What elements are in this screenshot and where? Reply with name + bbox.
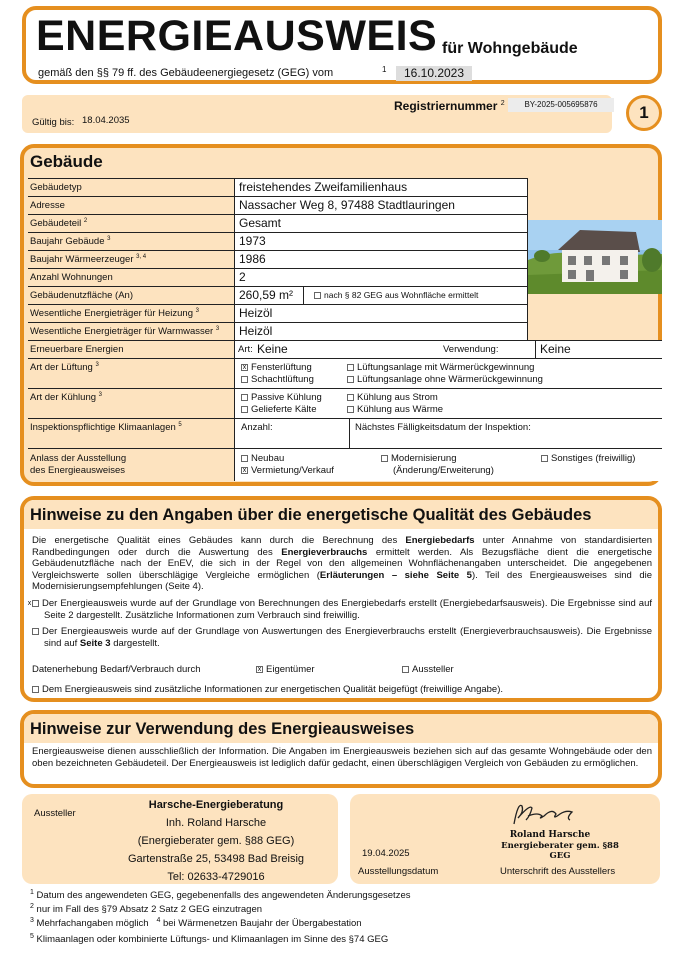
- intro-explanations: Erläuterungen – siehe Seite 5: [319, 569, 472, 581]
- checkbox-checked-icon: x: [32, 600, 39, 607]
- building-row: [28, 268, 528, 286]
- building-row-value: Heizöl: [234, 323, 528, 341]
- registration-footnote-ref: 2: [500, 100, 505, 107]
- issuer-owner: Inh. Roland Harsche: [165, 817, 267, 829]
- building-row-label-text: Wesentliche Energieträger für Heizung: [30, 308, 193, 320]
- building-row-label: [30, 290, 133, 301]
- building-row-label-text: Gebäudetyp: [30, 182, 82, 193]
- aircon-label-text: Inspektionspflichtige Klimaanlagen: [30, 422, 176, 434]
- quality-notes-intro: [32, 535, 652, 593]
- cooling-option-passive-text: Passive Kühlung: [251, 392, 322, 403]
- registration-number: BY-2025-005695876: [508, 98, 614, 112]
- building-row-value: Gesamt: [234, 215, 528, 233]
- building-row-label: [30, 182, 82, 193]
- building-row-label-text: Adresse: [30, 200, 65, 211]
- issuer-address: Gartenstraße 25, 53498 Bad Breisig: [127, 853, 305, 865]
- footnote-5-text: Klimaanlagen oder kombinierte Lüftungs- und Klimaanlagen im Sinne des §74 GEG: [36, 934, 389, 946]
- extra-info-option-text: Dem Energieausweis sind zusätzliche Informationen zur energetischen Qualität beigefügt (freiwillige Angabe).: [42, 684, 504, 695]
- building-row-label-text: Baujahr Wärmeerzeuger: [30, 254, 134, 266]
- building-section: [20, 144, 662, 486]
- reason-option-modernization[interactable]: [381, 453, 456, 464]
- checkbox-icon: [32, 686, 39, 693]
- building-row-label: [30, 200, 65, 211]
- footnote-3-4: $^3$ Mehrfachangaben möglich $^4$ bei Wärmenetzen Baujahr der Übergabestation: [30, 917, 362, 930]
- issue-date-label: Ausstellungsdatum: [358, 866, 439, 877]
- building-row-value: 1986: [234, 251, 528, 269]
- renewables-type-value: Keine: [257, 342, 288, 356]
- footnote-3-text: Mehrfachangaben möglich: [36, 918, 149, 930]
- ventilation-option-shaft[interactable]: [241, 374, 314, 385]
- reason-row: [28, 448, 662, 480]
- aircon-footnote-ref: 5: [178, 422, 182, 428]
- checkbox-icon: [241, 455, 248, 462]
- building-row-label: [30, 326, 219, 337]
- intro-part-1: Die energetische Qualität eines Gebäudes kann durch die Berechnung des: [32, 535, 406, 546]
- ventilation-option-window-text: Fensterlüftung: [251, 362, 312, 373]
- building-row-label: [30, 218, 87, 229]
- footnote-1: $^1$ Datum des angewendeten GEG, gegebenenfalls des angewendeten Änderungsgesetzes: [30, 889, 411, 902]
- checkbox-icon: [347, 376, 354, 383]
- reason-label: [30, 453, 126, 477]
- issuer-label: Aussteller: [34, 808, 76, 819]
- checkbox-icon: [347, 406, 354, 413]
- cooling-option-electric[interactable]: [347, 392, 438, 403]
- signature-box: [350, 794, 660, 884]
- checkbox-checked-icon: x: [257, 665, 262, 673]
- building-row-label-text: Wesentliche Energieträger für Warmwasser: [30, 326, 214, 338]
- aircon-values: [234, 419, 662, 449]
- reason-option-rent[interactable]: [241, 465, 334, 476]
- building-row-label-text: Gebäudenutzfläche (An): [30, 290, 133, 301]
- building-row-value: 2: [234, 269, 528, 287]
- ventilation-label-text: Art der Lüftung: [30, 362, 93, 374]
- reason-option-new-text: Neubau: [251, 453, 285, 464]
- building-row-label: [30, 236, 110, 247]
- ventilation-option-recovery-text: Lüftungsanlage mit Wärmerückgewinnung: [357, 362, 535, 373]
- building-row-footnote-ref: 2: [83, 218, 88, 224]
- building-row-footnote-ref: 3: [195, 308, 199, 314]
- aircon-divider: [349, 419, 350, 449]
- cooling-label-text: Art der Kühlung: [30, 392, 97, 404]
- area-calculation-option[interactable]: [304, 287, 528, 305]
- building-row-label-text: Baujahr Gebäude: [30, 236, 105, 248]
- cooling-option-delivered-text: Gelieferte Kälte: [251, 404, 317, 415]
- cooling-option-delivered[interactable]: [241, 404, 316, 415]
- cooling-footnote-ref: 3: [98, 392, 102, 398]
- extra-info-option[interactable]: [32, 684, 503, 696]
- checkbox-icon: [402, 666, 409, 673]
- building-row-value: freistehendes Zweifamilienhaus: [234, 179, 528, 197]
- page-number-badge: 1: [626, 95, 662, 131]
- cooling-label: [30, 392, 102, 403]
- building-row: [28, 178, 528, 196]
- data-collection-label: Datenerhebung Bedarf/Verbrauch durch: [32, 664, 201, 675]
- ventilation-label: [30, 362, 99, 373]
- consumption-option[interactable]: [32, 626, 652, 649]
- building-row-value: 1973: [234, 233, 528, 251]
- stamp-title: Energieberater gem. §88 GEG: [501, 841, 619, 861]
- issue-date: 19.04.2025: [362, 848, 410, 859]
- valid-until-date: 18.04.2035: [82, 115, 130, 126]
- building-row: [28, 304, 528, 322]
- area-calculation-option-text: nach § 82 GEG aus Wohnfläche ermittelt: [324, 290, 479, 300]
- building-row-label-text: Anzahl Wohnungen: [30, 272, 113, 283]
- reason-option-modernization-text: Modernisierung: [391, 453, 457, 464]
- building-row-footnote-ref: 3: [107, 236, 111, 242]
- footnote-5: $^5$ Klimaanlagen oder kombinierte Lüftungs- und Klimaanlagen im Sinne des §74 GEG: [30, 933, 389, 946]
- demand-option[interactable]: [27, 598, 652, 621]
- usage-notes-text: Energieausweise dienen ausschließlich der Information. Die Angaben im Energieausweis beziehen sich auf das gesamte Wohngebäude oder den oben bezeichneten Gebäudeteil. Der Energieausweis ist lediglich dafür gedacht, einen überschlägigen Vergleich von Gebäuden zu ermöglichen.: [32, 746, 652, 769]
- data-collection-owner[interactable]: [256, 664, 315, 676]
- issuer-box: [22, 794, 338, 884]
- reason-label-line2: des Energieausweises: [30, 465, 126, 476]
- reason-option-other-text: Sonstiges (freiwillig): [551, 453, 636, 464]
- building-row: [28, 322, 528, 340]
- stamp-name: Roland Harsche: [509, 830, 591, 840]
- building-row: [28, 196, 528, 214]
- header-box: [22, 6, 662, 84]
- building-section-title: Gebäude: [30, 152, 103, 171]
- intro-consumption: Energieverbrauchs: [281, 546, 368, 558]
- ventilation-option-norecovery-text: Lüftungsanlage ohne Wärmerückgewinnung: [357, 374, 543, 385]
- ventilation-footnote-ref: 3: [95, 362, 99, 368]
- reason-options: [234, 449, 662, 481]
- intro-part-4: ). Teil des Energieausweises sind die Modernisierungsempfehlungen (Seite 4).: [32, 569, 652, 592]
- document-subtitle: für Wohngebäude: [442, 40, 578, 57]
- cooling-option-heat[interactable]: [347, 404, 443, 415]
- ventilation-row: [28, 358, 662, 388]
- registration-label: [394, 99, 505, 113]
- signature-image: [508, 798, 578, 832]
- building-row: [28, 232, 528, 250]
- ventilation-option-norecovery[interactable]: [347, 374, 543, 385]
- building-row-footnote-ref: 3: [215, 326, 220, 332]
- footnote-4-text: bei Wärmenetzen Baujahr der Übergabestation: [162, 918, 362, 930]
- registration-strip: [22, 95, 612, 133]
- renewables-label: Erneuerbare Energien: [30, 344, 124, 355]
- reason-option-modernization-detail: (Änderung/Erweiterung): [393, 465, 494, 476]
- issuer-phone: Tel: 02633-4729016: [167, 871, 265, 883]
- aircon-label: [30, 422, 182, 433]
- valid-until-label: Gültig bis:: [32, 117, 75, 128]
- checkbox-icon: [241, 394, 248, 401]
- consumption-option-text-c: dargestellt.: [110, 637, 160, 649]
- cooling-option-passive[interactable]: [241, 392, 322, 403]
- checkbox-checked-icon: x: [242, 363, 247, 371]
- cooling-option-electric-text: Kühlung aus Strom: [357, 392, 438, 403]
- checkbox-icon: [541, 455, 548, 462]
- ventilation-option-recovery[interactable]: [347, 362, 534, 373]
- data-collection-issuer-text: Aussteller: [412, 664, 454, 675]
- ventilation-options: [234, 359, 662, 389]
- issuer-details: [106, 796, 326, 886]
- intro-demand: Energiebedarfs: [405, 535, 475, 546]
- consumption-option-page: Seite 3: [79, 637, 111, 649]
- usage-notes-title: Hinweise zur Verwendung des Energieausweises: [24, 714, 658, 743]
- checkbox-icon: [347, 364, 354, 371]
- reason-option-new[interactable]: [241, 453, 284, 464]
- building-row-label: [30, 254, 146, 265]
- intro-part-2: unter Annahme von standardisierten Randbedingungen oder durch die Auswertung des: [32, 535, 653, 558]
- registration-label-text: Registriernummer: [394, 99, 498, 113]
- law-date: 16.10.2023: [396, 66, 472, 81]
- renewables-use-value: Keine: [535, 341, 571, 359]
- renewables-row: [28, 340, 662, 358]
- building-row-value: Nassacher Weg 8, 97488 Stadtlauringen: [234, 197, 528, 215]
- quality-notes-section: [20, 496, 662, 702]
- footnote-1-text: Datum des angewendeten GEG, gegebenenfalls des angewendeten Änderungsgesetzes: [36, 890, 411, 902]
- data-collection-issuer[interactable]: [402, 664, 454, 676]
- consumption-option-text-a: Der Energieausweis wurde auf der Grundlage von Auswertungen des Energieverbrauchs erstellt (Energieverbrauchsausweis). Die Ergebnisse sind auf: [42, 626, 652, 649]
- cooling-options: [234, 389, 662, 419]
- reason-option-rent-text: Vermietung/Verkauf: [251, 465, 334, 476]
- building-row-label-text: Gebäudeteil: [30, 218, 82, 230]
- demand-option-text: Der Energieausweis wurde auf der Grundlage von Berechnungen des Energiebedarfs erstellt (Energiebedarfsausweis). Die Ergebnisse sind auf Seite 2 dargestellt. Zusätzliche Informationen zum Verbrauch sind freiwillig.: [42, 598, 652, 621]
- reason-option-other[interactable]: [541, 453, 635, 464]
- footnote-2: $^2$ nur im Fall des §79 Absatz 2 Satz 2 GEG einzutragen: [30, 903, 263, 916]
- building-row: [28, 286, 528, 304]
- building-row-label: [30, 308, 199, 319]
- footnote-2-text: nur im Fall des §79 Absatz 2 Satz 2 GEG einzutragen: [36, 904, 263, 916]
- building-photo: [528, 220, 662, 294]
- building-row-label: [30, 272, 113, 283]
- aircon-date-label: Nächstes Fälligkeitsdatum der Inspektion:: [355, 422, 531, 433]
- aircon-count-label: Anzahl:: [241, 422, 273, 433]
- checkbox-icon: [381, 455, 388, 462]
- ventilation-option-window[interactable]: [241, 362, 312, 373]
- signature-label: Unterschrift des Ausstellers: [500, 866, 616, 877]
- law-reference: gemäß den §§ 79 ff. des Gebäudeenergiegesetz (GEG) vom: [38, 67, 334, 79]
- building-row: [28, 250, 528, 268]
- issuer-qualification: (Energieberater gem. §88 GEG): [137, 835, 295, 847]
- document-title: ENERGIEAUSWEIS: [36, 12, 438, 60]
- issuer-company: Harsche-Energieberatung: [148, 799, 284, 811]
- checkbox-icon: [314, 292, 321, 299]
- aircon-row: [28, 418, 662, 448]
- renewables-type-label: Art:: [238, 344, 253, 355]
- quality-notes-title: Hinweise zu den Angaben über die energetische Qualität des Gebäudes: [24, 500, 658, 529]
- checkbox-icon: [241, 406, 248, 413]
- building-row-value: 260,59 m²: [234, 287, 304, 305]
- checkbox-icon: [32, 628, 39, 635]
- building-row-value: Heizöl: [234, 305, 528, 323]
- building-row: [28, 214, 528, 232]
- ventilation-option-shaft-text: Schachtlüftung: [251, 374, 314, 385]
- usage-notes-section: [20, 710, 662, 788]
- cooling-row: [28, 388, 662, 418]
- intro-part-3: ermittelt werden. Als Bezugsfläche dient die energetische Gebäudenutzfläche nach der EnEV, die sich in der Regel von den allgemeinen Wohnflächenangaben unterscheidet. Die angegebenen Vergleichswerte sollen überschlägige Vergleiche ermöglichen (: [32, 546, 652, 581]
- checkbox-checked-icon: x: [242, 466, 247, 474]
- building-row-footnote-ref: 3, 4: [136, 254, 147, 260]
- checkbox-icon: [347, 394, 354, 401]
- cooling-option-heat-text: Kühlung aus Wärme: [357, 404, 444, 415]
- law-footnote-ref: 1: [382, 65, 387, 74]
- renewables-use-label: Verwendung:: [443, 344, 499, 355]
- checkbox-icon: [241, 376, 248, 383]
- data-collection-owner-text: Eigentümer: [266, 664, 315, 675]
- renewables-values: [234, 341, 662, 359]
- reason-label-line1: Anlass der Ausstellung: [30, 453, 127, 464]
